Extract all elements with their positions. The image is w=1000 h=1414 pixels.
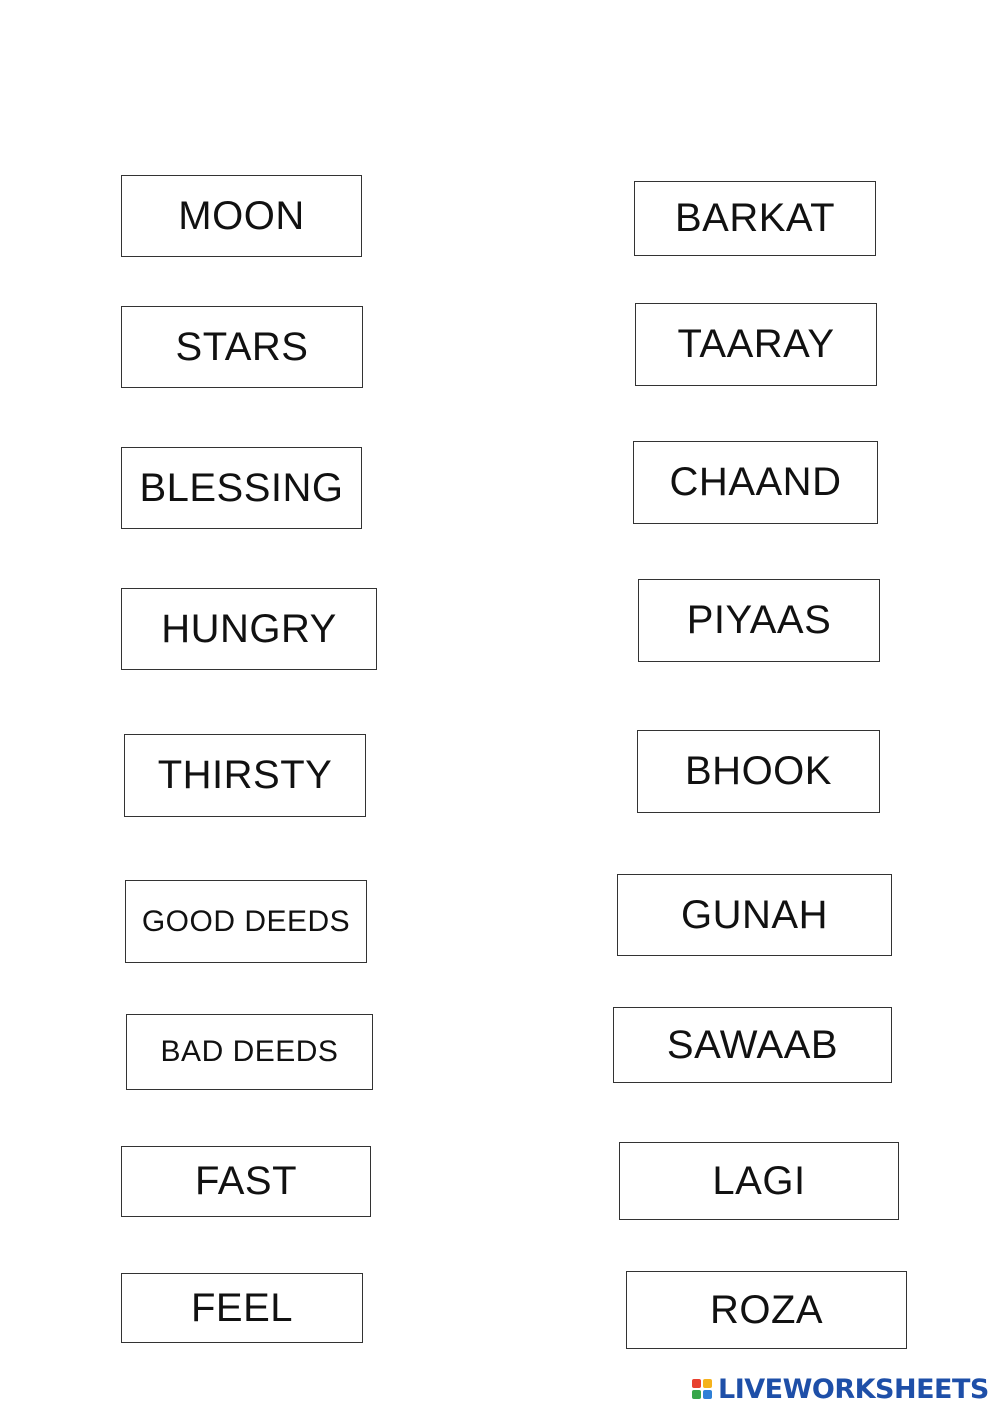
- word-label: PIYAAS: [686, 598, 832, 642]
- word-label: THIRSTY: [157, 753, 333, 797]
- word-card-blessing[interactable]: [121, 447, 362, 529]
- word-card-thirsty[interactable]: [124, 734, 366, 817]
- word-label: HUNGRY: [161, 606, 337, 651]
- word-label: FAST: [194, 1159, 298, 1203]
- word-label: BARKAT: [674, 196, 836, 240]
- word-label: CHAAND: [669, 460, 842, 504]
- word-card-bad-deeds[interactable]: [126, 1014, 373, 1090]
- word-label: GOOD DEEDS: [141, 904, 351, 938]
- word-card-feel[interactable]: [121, 1273, 363, 1343]
- logo-square-yellow: [703, 1379, 712, 1388]
- word-label: BLESSING: [139, 465, 344, 510]
- word-card-barkat[interactable]: [634, 181, 876, 256]
- word-label: SAWAAB: [666, 1022, 839, 1067]
- word-label: BHOOK: [685, 749, 832, 793]
- word-card-piyaas[interactable]: [638, 579, 880, 662]
- word-card-roza[interactable]: [626, 1271, 907, 1349]
- word-label: LAGI: [712, 1158, 806, 1203]
- word-label: ROZA: [709, 1287, 824, 1332]
- word-card-good-deeds[interactable]: [125, 880, 367, 963]
- word-card-taaray[interactable]: [635, 303, 877, 386]
- word-card-chaand[interactable]: [633, 441, 878, 524]
- word-card-sawaab[interactable]: [613, 1007, 892, 1083]
- word-card-stars[interactable]: [121, 306, 363, 388]
- logo-square-red: [692, 1379, 701, 1388]
- logo-square-green: [692, 1390, 701, 1399]
- word-label: BAD DEEDS: [160, 1035, 339, 1068]
- liveworksheets-logo-icon: [692, 1379, 712, 1399]
- word-label: MOON: [178, 193, 305, 238]
- word-card-hungry[interactable]: [121, 588, 377, 670]
- liveworksheets-brand: [692, 1372, 989, 1406]
- word-card-moon[interactable]: [121, 175, 362, 257]
- word-card-gunah[interactable]: [617, 874, 892, 956]
- word-label: STARS: [175, 324, 309, 369]
- brand-text: LIVEWORKSHEETS: [718, 1373, 989, 1405]
- word-card-bhook[interactable]: [637, 730, 880, 813]
- word-label: GUNAH: [681, 892, 828, 937]
- word-card-lagi[interactable]: [619, 1142, 899, 1220]
- word-label: TAARAY: [677, 322, 835, 366]
- word-label: FEEL: [190, 1285, 294, 1330]
- logo-square-blue: [703, 1390, 712, 1399]
- word-card-fast[interactable]: [121, 1146, 371, 1217]
